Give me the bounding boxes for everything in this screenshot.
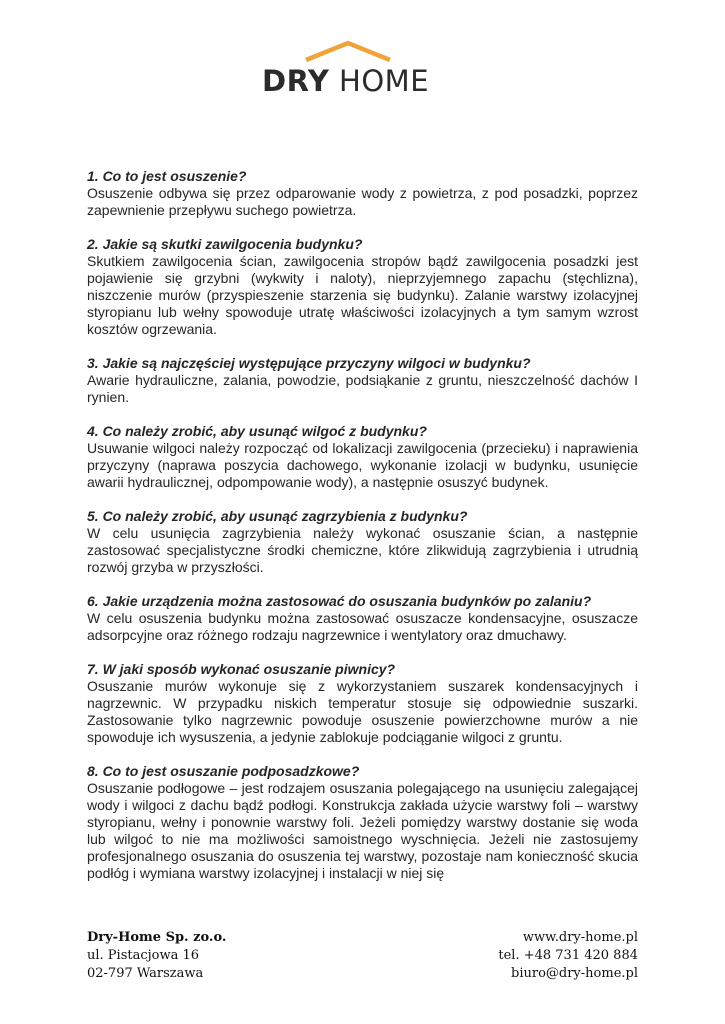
faq-answer: Awarie hydrauliczne, zalania, powodzie, podsiąkanie z gruntu, nieszczelność dachów I rynien. bbox=[87, 372, 638, 405]
faq-item bbox=[87, 355, 638, 406]
faq-question: 2. Jakie są skutki zawilgocenia budynku? bbox=[87, 236, 363, 252]
faq-question: 3. Jakie są najczęściej występujące przyczyny wilgoci w budynku? bbox=[87, 355, 531, 371]
faq-answer: Osuszanie murów wykonuje się z wykorzystaniem suszarek kondensacyjnych i nagrzewnic. W przypadku niskich temperatur stosuje się odpowiednie suszarki. Zastosowanie tylko nagrzewnic powoduje osuszenie powierzchowne murów a nie spowoduje ich wysuszenia, a jedynie zablokuje podciąganie wilgoci z gruntu. bbox=[87, 678, 638, 745]
faq-question: 6. Jakie urządzenia można zastosować do osuszania budynków po zalaniu? bbox=[87, 593, 592, 609]
faq-answer: Osuszanie podłogowe – jest rodzajem osuszania polegającego na usunięciu zalegającej wody i wilgoci z dachu bądź podłogi. Konstrukcja zakłada użycie warstwy foli – warstwy styropianu, wełny i ponownie warstwy foli. Jeżeli pomiędzy warstwy dostanie się woda lub wilgoć to nie ma możliwości samoistnego wyschnięcia. Jeżeli nie zastosujemy profesjonalnego osuszania do osuszenia tej warstwy, pozostaje nam konieczność skucia podłóg i wymiana warstwy izolacyjnej i instalacji w niej się bbox=[87, 780, 638, 881]
faq-content bbox=[87, 168, 638, 899]
footer-phone: tel. +48 731 420 884 bbox=[498, 948, 638, 963]
faq-answer: W celu usunięcia zagrzybienia należy wykonać osuszanie ścian, a następnie zastosować specjalistyczne środki chemiczne, które zlikwidują zagrzybienia i utrudnią rozwój grzyba w przyszłości. bbox=[87, 525, 638, 575]
faq-item bbox=[87, 661, 638, 746]
footer-website: www.dry-home.pl bbox=[522, 930, 638, 945]
faq-question: 8. Co to jest osuszanie podposadzkowe? bbox=[87, 763, 360, 779]
footer-city: 02-797 Warszawa bbox=[87, 966, 204, 981]
brand-name-bold: DRY bbox=[262, 64, 330, 98]
faq-item bbox=[87, 168, 638, 219]
faq-item bbox=[87, 593, 638, 644]
faq-question: 5. Co należy zrobić, aby usunąć zagrzybienia z budynku? bbox=[87, 508, 468, 524]
faq-question: 4. Co należy zrobić, aby usunąć wilgoć z budynku? bbox=[87, 423, 427, 439]
faq-answer: W celu osuszenia budynku można zastosować osuszacze kondensacyjne, osuszacze adsorpcyjne oraz różnego rodzaju nagrzewnice i wentylatory oraz dmuchawy. bbox=[87, 610, 638, 643]
faq-item bbox=[87, 236, 638, 338]
faq-item bbox=[87, 763, 638, 882]
faq-answer: Usuwanie wilgoci należy rozpocząć od lokalizacji zawilgocenia (przecieku) i naprawienia przyczyny (naprawa poszycia dachowego, wykonanie izolacji w budynku, usunięcie awarii hydraulicznej, odpompowanie wody), a następnie osuszyć budynek. bbox=[87, 440, 638, 490]
brand-logo bbox=[262, 40, 462, 104]
brand-wordmark bbox=[262, 64, 462, 98]
roof-shape bbox=[306, 43, 390, 60]
footer-address bbox=[87, 929, 226, 983]
faq-item bbox=[87, 508, 638, 576]
faq-item bbox=[87, 423, 638, 491]
footer-contact bbox=[498, 929, 638, 983]
footer-street: ul. Pistacjowa 16 bbox=[87, 948, 200, 963]
faq-answer: Osuszenie odbywa się przez odparowanie wody z powietrza, z pod posadzki, poprzez zapewnienie przepływu suchego powietrza. bbox=[87, 185, 638, 218]
footer-company: Dry-Home Sp. zo.o. bbox=[87, 930, 227, 945]
faq-answer: Skutkiem zawilgocenia ścian, zawilgocenia stropów bądź zawilgocenia posadzki jest pojawienie się grzybni (wykwity i naloty), nieprzyjemnego zapachu (stęchlizna), niszczenie murów (przyspieszenie starzenia się budynku). Zalanie warstwy izolacyjnej styropianu lub wełny spowoduje utratę właściwości izolacyjnych a tym samym wzrost kosztów ogrzewania. bbox=[87, 253, 638, 337]
faq-question: 7. W jaki sposób wykonać osuszanie piwnicy? bbox=[87, 661, 396, 677]
footer-email: biuro@dry-home.pl bbox=[511, 966, 638, 981]
brand-name-light: HOME bbox=[339, 64, 430, 98]
faq-question: 1. Co to jest osuszenie? bbox=[87, 168, 247, 184]
